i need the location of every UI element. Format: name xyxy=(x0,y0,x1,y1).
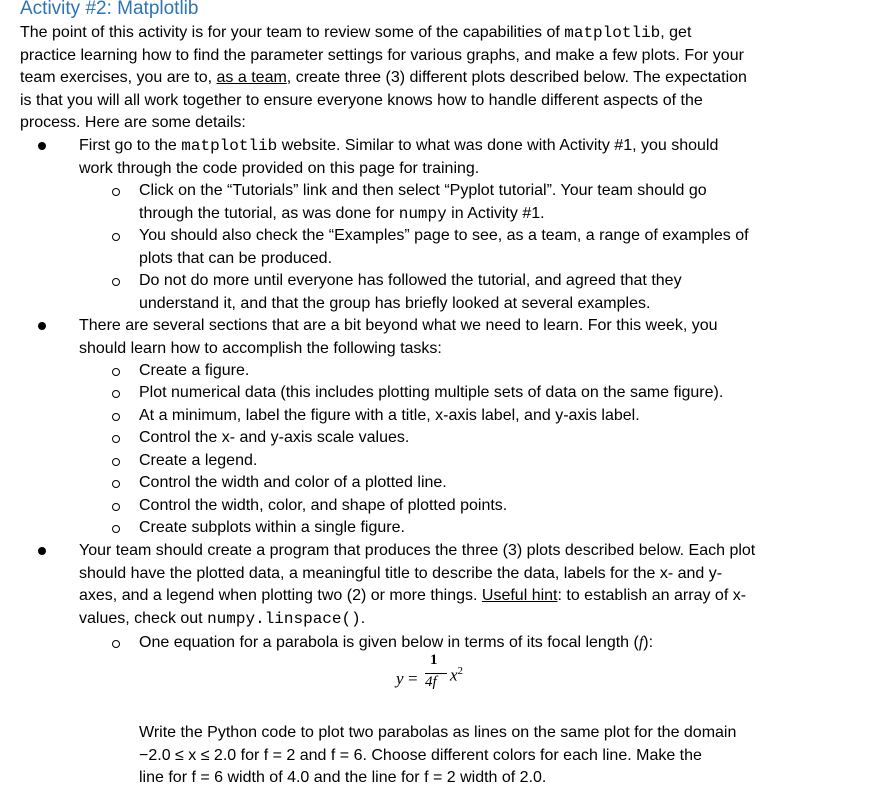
sub-bullet-item xyxy=(139,225,879,270)
bullet-text: work through the code provided on this page for training. xyxy=(79,159,480,177)
bullet-text: . xyxy=(360,609,366,627)
task-text: Write the Python code to plot two parabolas as lines on the same plot for the domain xyxy=(139,724,737,741)
bullet-text: Your team should create a program that produces the three (3) plots described below. Each plot xyxy=(79,542,756,559)
sub-bullet-text: You should also check the “Examples” page to see, as a team, a range of examples of xyxy=(139,227,749,244)
intro-text: , create three (3) different plots described below. The expectation xyxy=(286,69,747,86)
sub-bullet-item xyxy=(139,632,879,655)
equation-numerator: 1 xyxy=(430,652,438,668)
bullet-item xyxy=(79,135,879,180)
code-matplotlib: matplotlib xyxy=(564,24,661,42)
sub-bullet-text: in Activity #1. xyxy=(446,204,545,222)
sub-bullet-item xyxy=(139,270,879,315)
bullet-text: should have the plotted data, a meaningful title to describe the data, labels for the x- and y- xyxy=(79,564,723,582)
equation-x: x xyxy=(450,665,458,685)
bullet-text: First go to the xyxy=(79,137,182,154)
code-linspace: numpy.linspace() xyxy=(207,609,361,628)
sub-bullet-circle xyxy=(112,390,120,398)
task-item: At a minimum, label the figure with a title, x-axis label, and y-axis label. xyxy=(139,407,640,424)
bullet-dot xyxy=(38,322,46,330)
sub-bullet-text: through the tutorial, as was done for xyxy=(139,204,399,222)
bullet-text: axes, and a legend when plotting two (2) or more things. xyxy=(79,587,482,604)
sub-bullet-text: Click on the “Tutorials” link and then select “Pyplot tutorial”. Your team should go xyxy=(139,182,707,199)
equation-lhs: y xyxy=(396,669,404,688)
sub-bullet-circle xyxy=(112,480,120,488)
task-item: Control the width, color, and shape of plotted points. xyxy=(139,497,508,514)
underlined-text: as a team xyxy=(216,69,287,86)
sub-bullet-text: ): xyxy=(643,634,654,651)
bullet-dot xyxy=(38,547,46,555)
sub-bullet-circle xyxy=(112,435,120,443)
math-f: f xyxy=(638,634,644,651)
task-item: Create a figure. xyxy=(139,362,250,379)
equation-rhs xyxy=(450,665,463,686)
task-text: line for f = 6 width of 4.0 and the line for f = 2 width of 2.0. xyxy=(139,769,547,786)
sub-bullet-circle xyxy=(112,640,120,648)
intro-text: The point of this activity is for your team to review some of the capabilities of xyxy=(20,24,565,41)
task-item: Create subplots within a single figure. xyxy=(139,519,405,536)
bullet-item xyxy=(79,315,879,360)
task-item: Plot numerical data (this includes plotting multiple sets of data on the same figure). xyxy=(139,384,724,401)
bullet-text: : to establish an array of x- xyxy=(557,587,747,604)
sub-bullet-circle xyxy=(112,278,120,286)
code-numpy: numpy xyxy=(398,204,447,223)
intro-text: , get xyxy=(660,24,692,41)
task-item: Create a legend. xyxy=(139,452,258,469)
sub-bullet-text: understand it, and that the group has briefly looked at several examples. xyxy=(139,294,651,312)
task-text: −2.0 ≤ x ≤ 2.0 for f = 2 and f = 6. Choose different colors for each line. Make the xyxy=(139,746,702,764)
bullet-text: website. Similar to what was done with Activity #1, you should xyxy=(277,137,719,154)
intro-text: process. Here are some details: xyxy=(20,114,246,131)
sub-bullet-text: plots that can be produced. xyxy=(139,249,333,267)
parabola-task xyxy=(139,722,879,790)
intro-text: team exercises, you are to, xyxy=(20,69,217,86)
bullet-text: There are several sections that are a bit beyond what we need to learn. For this week, you xyxy=(79,317,718,334)
bullet-item xyxy=(79,540,879,630)
activity-heading: Activity #2: Matplotlib xyxy=(20,0,199,19)
useful-hint-label: Useful hint xyxy=(481,587,558,604)
sub-bullet-circle xyxy=(112,368,120,376)
bullet-text: values, check out xyxy=(79,609,208,627)
sub-bullet-item xyxy=(139,180,879,225)
sub-bullet-circle xyxy=(112,525,120,533)
intro-text: practice learning how to find the parameter settings for various graphs, and make a few plots. For your xyxy=(20,46,744,64)
sub-bullet-text: Do not do more until everyone has followed the tutorial, and agreed that they xyxy=(139,272,682,289)
intro-text: is that you will all work together to ensure everyone knows how to handle different aspects of the xyxy=(20,91,703,109)
task-item: Control the width and color of a plotted line. xyxy=(139,474,447,491)
bullet-dot xyxy=(38,142,46,150)
sub-bullet-circle xyxy=(112,458,120,466)
equation-exponent: 2 xyxy=(457,665,464,677)
code-matplotlib: matplotlib xyxy=(181,137,278,155)
sub-bullet-circle xyxy=(112,503,120,511)
task-item: Control the x- and y-axis scale values. xyxy=(139,429,410,446)
sub-bullet-text: One equation for a parabola is given below in terms of its focal length ( xyxy=(139,634,639,651)
equation-equals: = xyxy=(408,669,418,688)
bullet-text: should learn how to accomplish the following tasks: xyxy=(79,339,442,357)
intro-paragraph xyxy=(20,22,890,135)
sub-bullet-circle xyxy=(112,413,120,421)
sub-bullet-circle xyxy=(112,233,120,241)
equation-denominator: 4f xyxy=(425,674,437,690)
sub-bullet-circle xyxy=(112,188,120,196)
